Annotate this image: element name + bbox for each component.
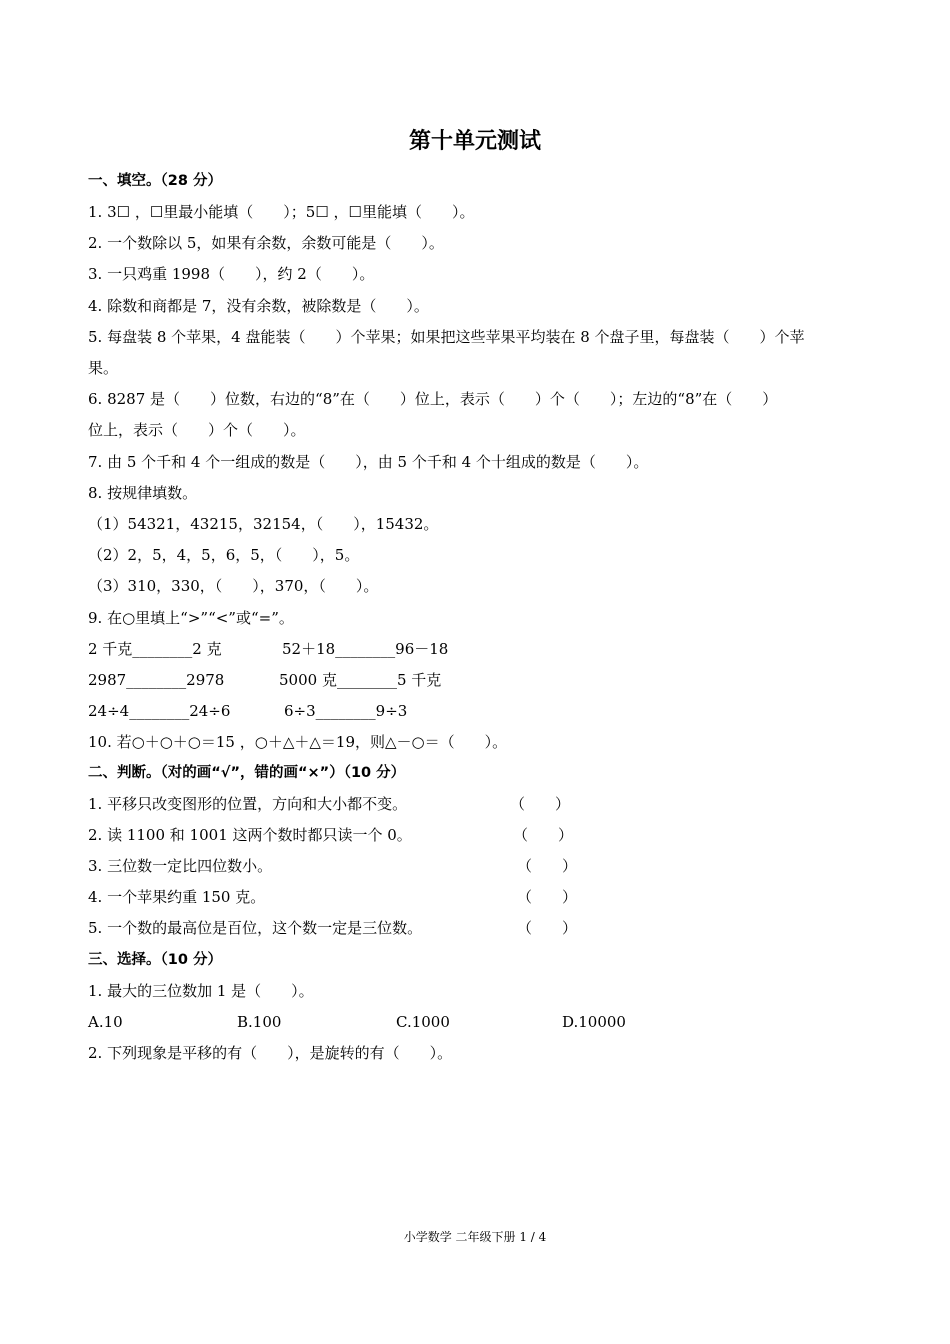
question-1-6a: 6. 8287 是（ ）位数，右边的“8”在（ ）位上，表示（ ）个（ ）；左边的“8”在（ ） [88,390,778,408]
answer-paren: （ ） [517,919,578,937]
answer-paren: （ ） [517,857,578,875]
question-1-8-2: （2）2，5，4，5，6，5，（ ），5。 [88,546,360,564]
compare-item: 5000 克________5 千克 [279,671,442,689]
option-d: D.10000 [562,1013,626,1031]
question-1-7: 7. 由 5 个千和 4 个一组成的数是（ ），由 5 个千和 4 个十组成的数是（ ）。 [88,453,649,471]
question-1-8-3: （3）310，330，（ ），370，（ ）。 [88,577,379,595]
answer-paren: （ ） [510,795,571,813]
judge-item: 2. 读 1100 和 1001 这两个数时都只读一个 0。 [88,826,412,844]
question-1-8: 8. 按规律填数。 [88,484,198,502]
compare-item: 6÷3________9÷3 [284,702,408,720]
judge-item: 4. 一个苹果约重 150 克。 [88,888,266,906]
judge-item: 1. 平移只改变图形的位置，方向和大小都不变。 [88,795,408,813]
judge-item: 5. 一个数的最高位是百位，这个数一定是三位数。 [88,919,423,937]
option-b: B.100 [237,1013,282,1031]
question-1-6b: 位上，表示（ ）个（ ）。 [88,421,306,439]
question-1-9: 9. 在○里填上“>”“<”或“=”。 [88,609,294,627]
section-2-header: 二、判断。（对的画“√”，错的画“×”）（10 分） [88,765,406,781]
answer-paren: （ ） [517,888,578,906]
question-1-8-1: （1）54321，43215，32154，（ ），15432。 [88,515,439,533]
section-3-header: 三、选择。（10 分） [88,952,222,968]
option-a: A.10 [88,1013,123,1031]
page-footer: 小学数学 二年级下册 1 / 4 [403,1230,547,1244]
compare-item: 2987________2978 [88,671,225,689]
choice-question-1: 1. 最大的三位数加 1 是（ ）。 [88,982,314,1000]
compare-item: 2 千克________2 克 [88,640,222,658]
compare-item: 24÷4________24÷6 [88,702,231,720]
question-1-5b: 果。 [88,359,119,377]
section-1-header: 一、填空。（28 分） [88,173,222,189]
question-1-1: 1. 3☐ ，☐里最小能填（ ）；5☐ ，☐里能填（ ）。 [88,203,475,221]
judge-item: 3. 三位数一定比四位数小。 [88,857,273,875]
page-title: 第十单元测试 [408,129,541,154]
question-1-10: 10. 若○＋○＋○＝15 ，○＋△＋△＝19，则△－○＝（ ）。 [88,733,508,751]
answer-paren: （ ） [513,826,574,844]
question-1-3: 3. 一只鸡重 1998（ ），约 2（ ）。 [88,265,375,283]
option-c: C.1000 [396,1013,450,1031]
question-1-5a: 5. 每盘装 8 个苹果，4 盘能装（ ）个苹果；如果把这些苹果平均装在 8 个盘子里，每盘装（ ）个苹 [88,328,805,346]
question-1-2: 2. 一个数除以 5，如果有余数，余数可能是（ ）。 [88,234,444,252]
compare-item: 52＋18________96－18 [282,640,449,658]
choice-question-2: 2. 下列现象是平移的有（ ），是旋转的有（ ）。 [88,1044,453,1062]
question-1-4: 4. 除数和商都是 7，没有余数，被除数是（ ）。 [88,297,429,315]
